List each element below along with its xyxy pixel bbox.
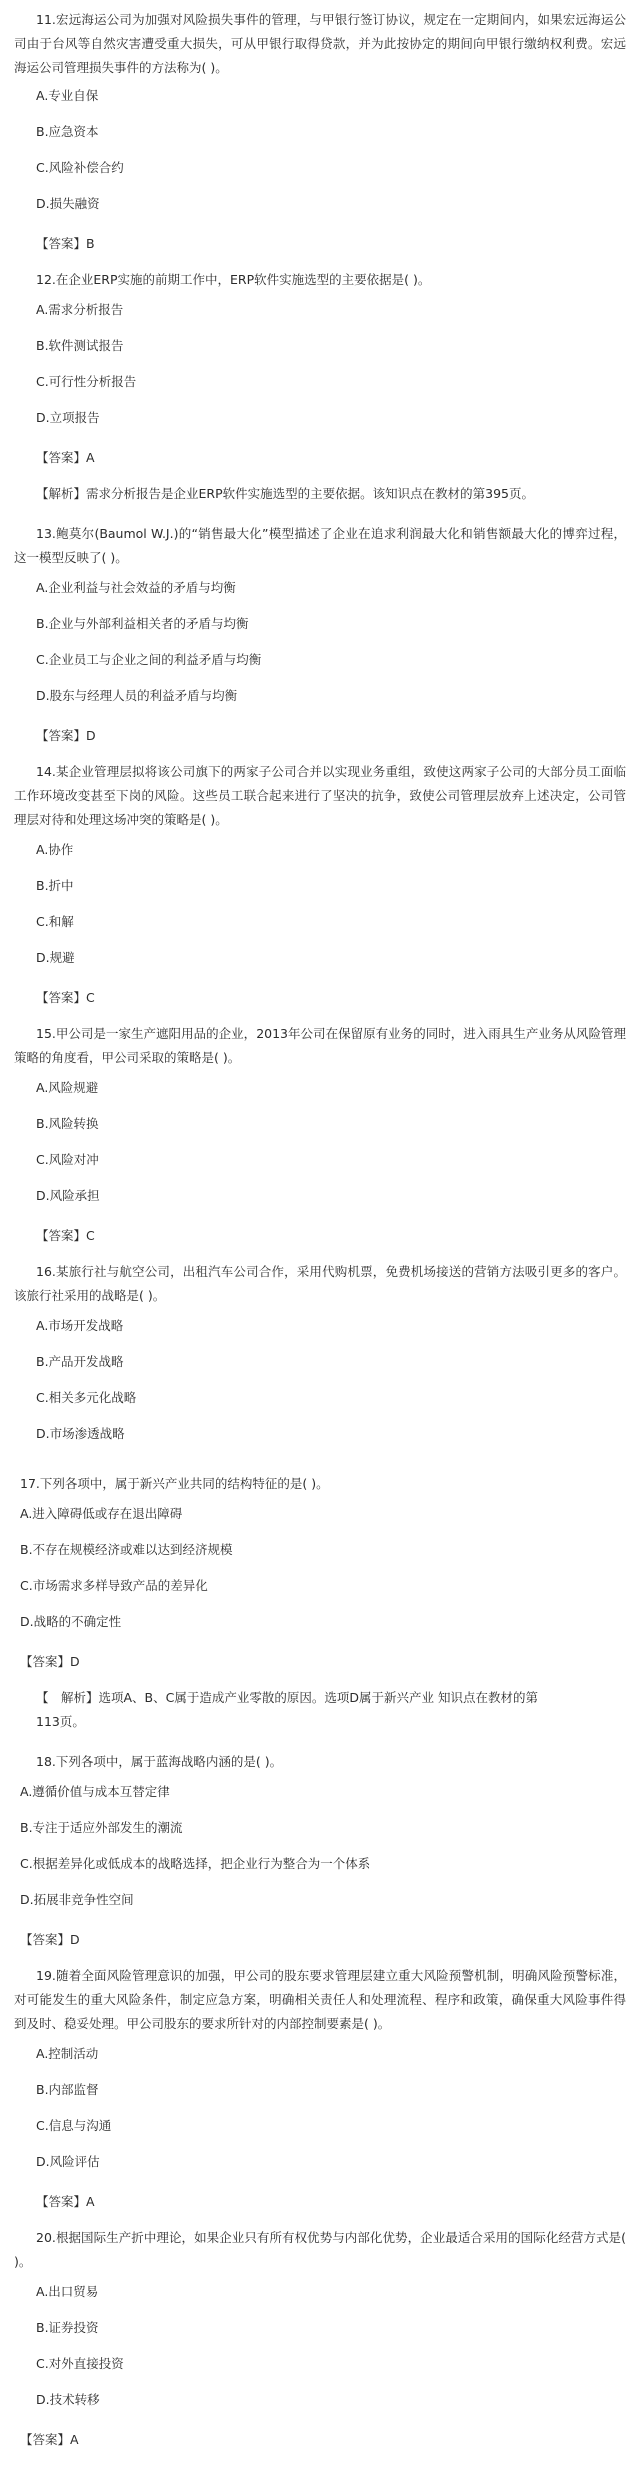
option-a: A.专业自保	[36, 88, 99, 103]
option-a: A.风险规避	[36, 1080, 99, 1095]
option-d: D.战略的不确定性	[20, 1614, 122, 1629]
question-12	[14, 268, 626, 506]
question-20	[14, 2226, 626, 2448]
question-stem: 14.某企业管理层拟将该公司旗下的两家子公司合并以实现业务重组，致使这两家子公司的大部分员工面临工作环境改变甚至下岗的风险。这些员工联合起来进行了坚决的抗争，致使公司管理层放弃上述决定，公司管理层对待和处理这场冲突的策略是( )。	[14, 764, 626, 827]
answer: 【答案】A	[20, 2432, 79, 2447]
question-stem: 18.下列各项中，属于蓝海战略内涵的是( )。	[36, 1754, 283, 1769]
option-c: C.根据差异化或低成本的战略选择，把企业行为整合为一个体系	[20, 1856, 371, 1871]
option-b: B.应急资本	[36, 124, 99, 139]
question-15	[14, 1022, 626, 1244]
question-stem: 20.根据国际生产折中理论，如果企业只有所有权优势与内部化优势，企业最适合采用的国际化经营方式是( )。	[14, 2230, 626, 2269]
answer: 【答案】C	[36, 990, 95, 1005]
option-c: C.对外直接投资	[36, 2356, 124, 2371]
option-d: D.市场渗透战略	[36, 1426, 125, 1441]
answer: 【答案】D	[20, 1654, 80, 1669]
question-stem: 19.随着全面风险管理意识的加强，甲公司的股东要求管理层建立重大风险预警机制，明确风险预警标准，对可能发生的重大风险条件，制定应急方案，明确相关责任人和处理流程、程序和政策，确保重大风险事件得到及时、稳妥处理。甲公司股东的要求所针对的内部控制要素是( )。	[14, 1968, 626, 2031]
option-a: A.控制活动	[36, 2046, 99, 2061]
option-a: A.需求分析报告	[36, 302, 124, 317]
option-d: D.股东与经理人员的利益矛盾与均衡	[36, 688, 238, 703]
option-c: C.市场需求多样导致产品的差异化	[20, 1578, 208, 1593]
question-14	[14, 760, 626, 1006]
option-b: B.企业与外部利益相关者的矛盾与均衡	[36, 616, 249, 631]
option-c: C.和解	[36, 914, 74, 929]
option-d: D.损失融资	[36, 196, 100, 211]
option-d: D.规避	[36, 950, 75, 965]
option-b: B.产品开发战略	[36, 1354, 124, 1369]
option-a: A.遵循价值与成本互替定律	[20, 1784, 170, 1799]
option-b: B.内部监督	[36, 2082, 99, 2097]
option-b: B.风险转换	[36, 1116, 99, 1131]
question-19	[14, 1964, 626, 2210]
option-a: A.出口贸易	[36, 2284, 99, 2299]
option-b: B.证券投资	[36, 2320, 99, 2335]
option-c: C.可行性分析报告	[36, 374, 137, 389]
option-d: D.技术转移	[36, 2392, 100, 2407]
option-d: D.风险承担	[36, 1188, 100, 1203]
explanation: 【 解析】选项A、B、C属于造成产业零散的原因。选项D属于新兴产业 知识点在教材的第113页。	[36, 1690, 538, 1729]
answer: 【答案】A	[36, 2194, 95, 2209]
answer: 【答案】B	[36, 236, 95, 251]
option-a: A.进入障碍低或存在退出障碍	[20, 1506, 183, 1521]
question-stem: 15.甲公司是一家生产遮阳用品的企业，2013年公司在保留原有业务的同时，进入雨具生产业务从风险管理策略的角度看，甲公司采取的策略是( )。	[14, 1026, 626, 1065]
explanation: 【解析】需求分析报告是企业ERP软件实施选型的主要依据。该知识点在教材的第395页。	[36, 486, 534, 501]
option-c: C.风险对冲	[36, 1152, 99, 1167]
option-d: D.风险评估	[36, 2154, 100, 2169]
answer: 【答案】A	[36, 450, 95, 465]
option-a: A.市场开发战略	[36, 1318, 124, 1333]
question-stem: 17.下列各项中，属于新兴产业共同的结构特征的是( )。	[20, 1476, 329, 1491]
question-13	[14, 522, 626, 744]
option-b: B.折中	[36, 878, 74, 893]
answer: 【答案】D	[36, 728, 96, 743]
option-d: D.拓展非竞争性空间	[20, 1892, 134, 1907]
option-b: B.专注于适应外部发生的潮流	[20, 1820, 183, 1835]
answer: 【答案】C	[36, 1228, 95, 1243]
question-16	[14, 1260, 626, 1462]
answer: 【答案】D	[20, 1932, 80, 1947]
question-17	[14, 1472, 626, 1734]
option-c: C.相关多元化战略	[36, 1390, 137, 1405]
question-18	[14, 1750, 626, 1948]
option-c: C.信息与沟通	[36, 2118, 112, 2133]
question-stem: 16.某旅行社与航空公司，出租汽车公司合作，采用代购机票，免费机场接送的营销方法吸引更多的客户。该旅行社采用的战略是( )。	[14, 1264, 626, 1303]
question-11	[14, 8, 626, 252]
option-b: B.不存在规模经济或难以达到经济规模	[20, 1542, 233, 1557]
option-d: D.立项报告	[36, 410, 100, 425]
question-stem: 11.宏远海运公司为加强对风险损失事件的管理，与甲银行签订协议，规定在一定期间内，如果宏远海运公司由于台风等自然灾害遭受重大损失，可从甲银行取得贷款，并为此按协定的期间向甲银行缴纳权利费。宏远海运公司管理损失事件的方法称为( )。	[14, 12, 626, 75]
option-a: A.协作	[36, 842, 74, 857]
option-a: A.企业利益与社会效益的矛盾与均衡	[36, 580, 236, 595]
option-b: B.软件测试报告	[36, 338, 124, 353]
option-c: C.企业员工与企业之间的利益矛盾与均衡	[36, 652, 262, 667]
question-stem: 13.鲍莫尔(Baumol W.J.)的“销售最大化”模型描述了企业在追求利润最大化和销售额最大化的博弈过程，这一模型反映了( )。	[14, 526, 626, 565]
option-c: C.风险补偿合约	[36, 160, 124, 175]
question-stem: 12.在企业ERP实施的前期工作中，ERP软件实施选型的主要依据是( )。	[36, 272, 431, 287]
